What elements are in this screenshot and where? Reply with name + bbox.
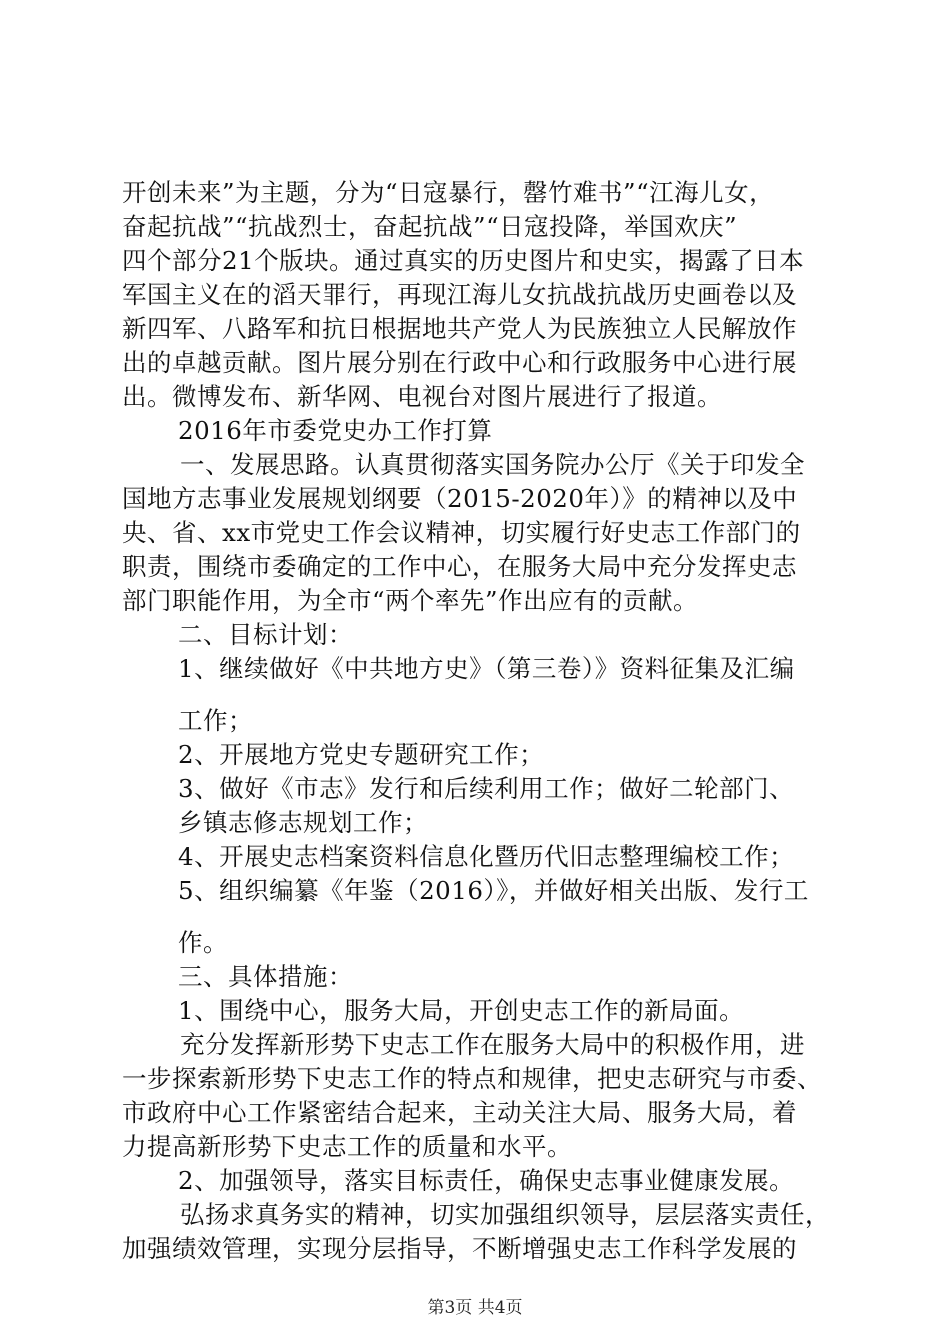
body-line: 国地方志事业发展规划纲要（2015-2020年）》的精神以及中 [122,484,798,513]
list-item: 2、加强领导，落实目标责任，确保史志事业健康发展。 [178,1166,795,1195]
list-item: 5、组织编纂《年鉴（2016）》，并做好相关出版、发行工 [178,876,809,905]
body-line: 职责，围绕市委确定的工作中心，在服务大局中充分发挥史志 [122,552,797,581]
body-line: 军国主义在的滔天罪行，再现江海儿女抗战抗战历史画卷以及 [122,280,797,309]
body-line: 一步探索新形势下史志工作的特点和规律，把史志研究与市委、 [122,1064,822,1093]
body-line: 开创未来”为主题，分为“日寇暴行，罄竹难书”“江海儿女， [122,178,775,207]
list-heading: 三、具体措施： [178,962,353,991]
page-footer: 第3页 共4页 [427,1298,523,1318]
body-line: 一、发展思路。认真贯彻落实国务院办公厅《关于印发全 [180,450,805,479]
list-heading: 二、目标计划： [178,620,353,649]
body-line: 奋起抗战”“抗战烈士，奋起抗战”“日寇投降，举国欢庆” [122,212,738,241]
body-line: 充分发挥新形势下史志工作在服务大局中的积极作用，进 [180,1030,805,1059]
section-heading: 2016年市委党史办工作打算 [178,416,493,445]
body-line: 弘扬求真务实的精神，切实加强组织领导，层层落实责任， [180,1200,830,1229]
body-line: 加强绩效管理，实现分层指导，不断增强史志工作科学发展的 [122,1234,797,1263]
list-item-continuation: 作。 [178,928,228,957]
body-line: 四个部分21个版块。通过真实的历史图片和史实，揭露了日本 [122,246,805,275]
list-item: 1、继续做好《中共地方史》（第三卷）》资料征集及汇编 [178,654,795,683]
list-item-continuation: 乡镇志修志规划工作； [178,808,428,837]
list-item-continuation: 工作； [178,706,253,735]
list-item: 3、做好《市志》发行和后续利用工作；做好二轮部门、 [178,774,795,803]
list-item: 4、开展史志档案资料信息化暨历代旧志整理编校工作； [178,842,795,871]
body-line: 新四军、八路军和抗日根据地共产党人为民族独立人民解放作 [122,314,797,343]
list-item: 2、开展地方党史专题研究工作； [178,740,545,769]
list-item: 1、围绕中心，服务大局，开创史志工作的新局面。 [178,996,745,1025]
body-line: 部门职能作用，为全市“两个率先”作出应有的贡献。 [122,586,699,615]
body-line: 央、省、xx市党史工作会议精神，切实履行好史志工作部门的 [122,518,801,547]
body-line: 市政府中心工作紧密结合起来，主动关注大局、服务大局，着 [122,1098,797,1127]
body-line: 力提高新形势下史志工作的质量和水平。 [122,1132,572,1161]
body-line: 出。微博发布、新华网、电视台对图片展进行了报道。 [122,382,722,411]
body-line: 出的卓越贡献。图片展分别在行政中心和行政服务中心进行展 [122,348,797,377]
